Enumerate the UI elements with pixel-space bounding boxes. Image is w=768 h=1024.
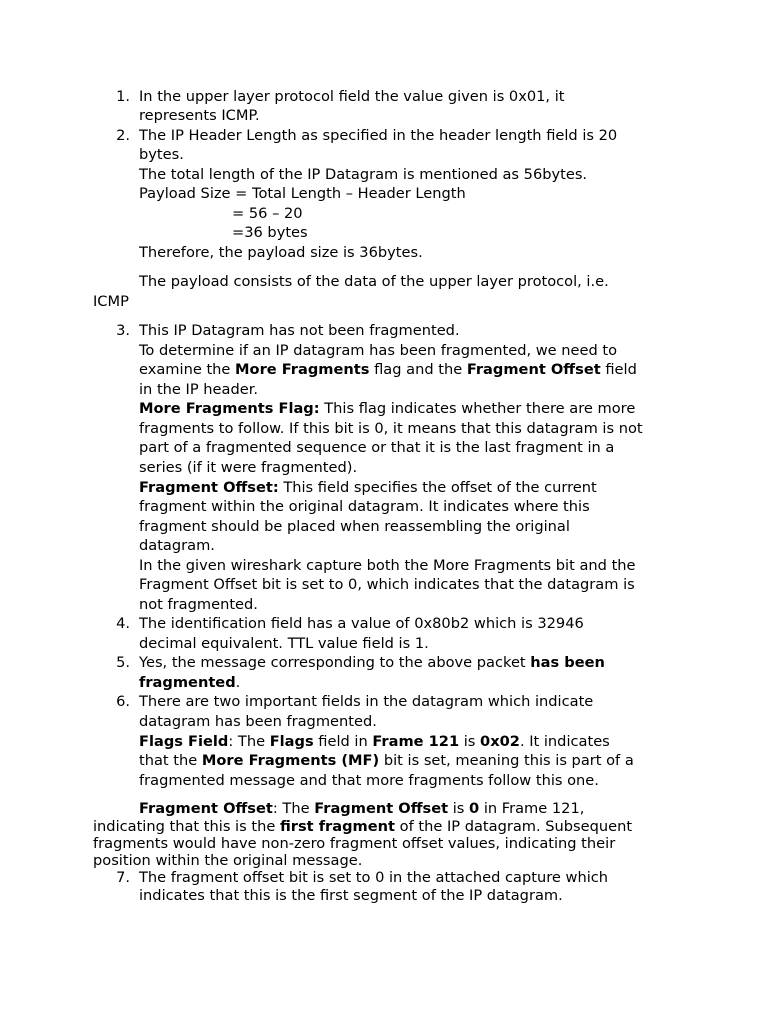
text-run: . It indicates: [519, 733, 610, 750]
bold-text: Fragment Offset: [139, 800, 273, 817]
fragment-offset-paragraph-line-1: [139, 800, 584, 817]
item-1-line-2: represents ICMP.: [139, 107, 260, 124]
bold-text: Frame 121: [372, 733, 460, 750]
bold-text: More Fragments (MF): [201, 752, 380, 769]
text-run: This field specifies the offset of the current: [278, 479, 597, 496]
bold-text: More Fragments: [235, 361, 370, 378]
item-2-line-4: Payload Size = Total Length – Header Length: [139, 185, 466, 202]
list-number-2: 2.: [116, 127, 130, 144]
item-3-line-2: To determine if an IP datagram has been fragmented, we need to: [139, 342, 618, 359]
fragment-offset-paragraph-line-2: [93, 818, 632, 835]
text-run: .: [235, 674, 241, 691]
item-6-line-1: There are two important fields in the datagram which indicate: [139, 693, 594, 710]
text-run: of the IP datagram. Subsequent: [395, 818, 633, 835]
text-run: field: [600, 361, 637, 378]
text-run: flag and the: [369, 361, 467, 378]
text-run: field in: [313, 733, 373, 750]
list-number-7: 7.: [116, 869, 130, 886]
list-number-4: 4.: [116, 615, 130, 632]
item-4-line-2: decimal equivalent. TTL value field is 1.: [139, 635, 429, 652]
fragment-offset-line-1: [139, 478, 597, 497]
list-number-6: 6.: [116, 693, 130, 710]
text-run: : The: [228, 733, 270, 750]
item-6-line-2: datagram has been fragmented.: [139, 713, 377, 730]
bold-text: Fragment Offset: [466, 361, 601, 378]
fragment-offset-line-4: datagram.: [139, 537, 215, 554]
text-run: This flag indicates whether there are more: [319, 400, 636, 417]
fragment-offset-paragraph-line-4: position within the original message.: [93, 852, 363, 869]
item-2-line-2: bytes.: [139, 146, 184, 163]
more-fragments-flag-line-1: [139, 399, 635, 418]
item-3-line-3: [139, 360, 637, 379]
bold-text: Fragment Offset: [314, 800, 449, 817]
wireshark-line-1: In the given wireshark capture both the More Fragments bit and the: [139, 557, 636, 574]
item-4-line-1: The identification field has a value of 0x80b2 which is 32946: [139, 615, 584, 632]
more-fragments-flag-line-4: series (if it were fragmented).: [139, 459, 358, 476]
item-5-line-1: [139, 653, 605, 672]
text-run: bit is set, meaning this is part of a: [379, 752, 634, 769]
fragment-offset-paragraph-line-3: fragments would have non-zero fragment offset values, indicating their: [93, 835, 616, 852]
list-number-1: 1.: [116, 88, 130, 105]
text-run: indicating that this is the: [93, 818, 280, 835]
item-2-line-1: The IP Header Length as specified in the header length field is 20: [139, 127, 618, 144]
bold-text: Flags Field: [139, 733, 229, 750]
bold-text: More Fragments Flag:: [139, 400, 320, 417]
text-run: in Frame 121,: [479, 800, 585, 817]
list-number-5: 5.: [116, 654, 130, 671]
item-7-line-2: indicates that this is the first segment of the IP datagram.: [139, 887, 563, 904]
bold-text: fragmented: [139, 674, 236, 691]
bold-text: Fragment Offset:: [139, 479, 279, 496]
more-fragments-flag-line-2: fragments to follow. If this bit is 0, it means that this datagram is not: [139, 420, 643, 437]
flags-field-line-2: [139, 751, 634, 770]
text-run: is: [448, 800, 470, 817]
bold-text: has been: [530, 654, 605, 671]
payload-paragraph-line-2: ICMP: [93, 293, 129, 310]
text-run: is: [459, 733, 481, 750]
text-run: Yes, the message corresponding to the above packet: [139, 654, 531, 671]
text-run: examine the: [139, 361, 236, 378]
text-run: : The: [272, 800, 315, 817]
list-number-3: 3.: [116, 322, 130, 339]
bold-text: first fragment: [279, 818, 396, 835]
fragment-offset-line-2: fragment within the original datagram. It indicates where this: [139, 498, 590, 515]
flags-field-line-3: fragmented message and that more fragments follow this one.: [139, 772, 599, 789]
bold-text: Flags: [269, 733, 314, 750]
item-2-line-6: =36 bytes: [232, 224, 308, 241]
more-fragments-flag-line-3: part of a fragmented sequence or that it is the last fragment in a: [139, 439, 615, 456]
item-2-line-5: = 56 – 20: [232, 205, 303, 222]
item-2-line-3: The total length of the IP Datagram is mentioned as 56bytes.: [139, 166, 588, 183]
bold-text: 0: [469, 800, 480, 817]
item-3-line-1: This IP Datagram has not been fragmented.: [139, 322, 460, 339]
item-1-line-1: In the upper layer protocol field the value given is 0x01, it: [139, 88, 565, 105]
bold-text: 0x02: [480, 733, 520, 750]
flags-field-line-1: [139, 732, 610, 751]
payload-paragraph-line-1: The payload consists of the data of the upper layer protocol, i.e.: [139, 273, 609, 290]
item-7-line-1: The fragment offset bit is set to 0 in the attached capture which: [139, 869, 609, 886]
wireshark-line-2: Fragment Offset bit is set to 0, which indicates that the datagram is: [139, 576, 635, 593]
wireshark-line-3: not fragmented.: [139, 596, 258, 613]
fragment-offset-line-3: fragment should be placed when reassembling the original: [139, 518, 570, 535]
item-5-line-2: [139, 673, 240, 692]
item-2-line-7: Therefore, the payload size is 36bytes.: [139, 244, 423, 261]
text-run: that the: [139, 752, 202, 769]
item-3-line-4: in the IP header.: [139, 381, 258, 398]
